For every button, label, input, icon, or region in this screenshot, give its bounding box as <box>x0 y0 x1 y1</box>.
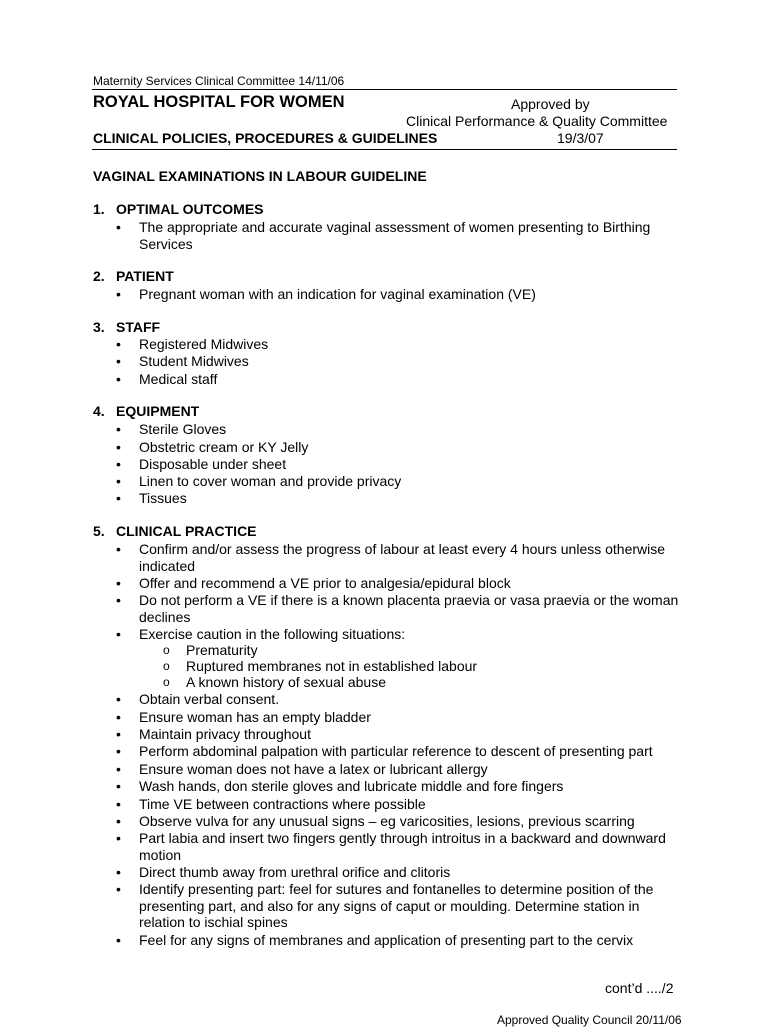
list-item: • Maintain privacy throughout <box>139 726 679 743</box>
list-item: • Obstetric cream or KY Jelly <box>139 439 679 456</box>
list-item: • Do not perform a VE if there is a known placenta praevia or vasa praevia or the woman declines <box>139 592 679 625</box>
list-item: • Obtain verbal consent. <box>139 691 679 708</box>
approving-body: Clinical Performance & Quality Committee <box>406 113 668 129</box>
list-item: • Tissues <box>139 490 679 507</box>
list-item: • Offer and recommend a VE prior to analgesia/epidural block <box>139 575 679 592</box>
section-heading: CLINICAL POLICIES, PROCEDURES & GUIDELINES <box>93 130 438 146</box>
list-item: • Observe vulva for any unusual signs – eg varicosities, lesions, previous scarring <box>139 813 679 830</box>
list-item: • Perform abdominal palpation with particular reference to descent of presenting part <box>139 743 679 760</box>
sub-list-item: o Ruptured membranes not in established labour <box>186 658 477 675</box>
list-item: • Linen to cover woman and provide privacy <box>139 473 679 490</box>
list-item: • The appropriate and accurate vaginal assessment of women presenting to Birthing Services <box>139 219 679 252</box>
list-item: • Medical staff <box>139 371 679 388</box>
header-top-rule <box>92 89 677 90</box>
list-item: • Feel for any signs of membranes and application of presenting part to the cervix <box>139 932 679 949</box>
list-item: • Confirm and/or assess the progress of labour at least every 4 hours unless otherwise indicated <box>139 541 679 574</box>
list-item: • Pregnant woman with an indication for vaginal examination (VE) <box>139 286 679 303</box>
list-item: • Sterile Gloves <box>139 421 679 438</box>
committee-line: Maternity Services Clinical Committee 14/11/06 <box>93 74 345 88</box>
list-item: • Ensure woman does not have a latex or lubricant allergy <box>139 761 679 778</box>
section-heading-staff: 3. STAFF <box>93 319 161 335</box>
list-item: • Wash hands, don sterile gloves and lubricate middle and fore fingers <box>139 778 679 795</box>
continued-note: cont’d ..../2 <box>605 980 674 996</box>
approval-footer: Approved Quality Council 20/11/06 <box>497 1013 682 1027</box>
approved-by-label: Approved by <box>511 96 590 112</box>
sub-list-item: o Prematurity <box>186 642 258 659</box>
list-item: • Disposable under sheet <box>139 456 679 473</box>
list-item: • Ensure woman has an empty bladder <box>139 709 679 726</box>
sub-list-item: o A known history of sexual abuse <box>186 674 386 691</box>
section-heading-patient: 2. PATIENT <box>93 268 174 284</box>
list-item: • Direct thumb away from urethral orifice and clitoris <box>139 864 679 881</box>
approved-date: 19/3/07 <box>557 130 604 146</box>
list-item: • Part labia and insert two fingers gently through introitus in a backward and downward motion <box>139 830 679 863</box>
header-bottom-rule <box>92 149 677 150</box>
list-item: • Registered Midwives <box>139 336 679 353</box>
section-heading-clinical-practice: 5. CLINICAL PRACTICE <box>93 523 257 539</box>
document-title: VAGINAL EXAMINATIONS IN LABOUR GUIDELINE <box>93 168 427 184</box>
section-heading-equipment: 4. EQUIPMENT <box>93 403 200 419</box>
section-heading-optimal-outcomes: 1. OPTIMAL OUTCOMES <box>93 201 264 217</box>
list-item: • Time VE between contractions where possible <box>139 796 679 813</box>
list-item: • Identify presenting part: feel for sutures and fontanelles to determine position of the presenting part, and also for any signs of caput or moulding. Determine station in relation to ischial spines <box>139 881 679 931</box>
hospital-name: ROYAL HOSPITAL FOR WOMEN <box>93 93 345 111</box>
list-item: • Exercise caution in the following situations: <box>139 626 679 643</box>
list-item: • Student Midwives <box>139 353 679 370</box>
